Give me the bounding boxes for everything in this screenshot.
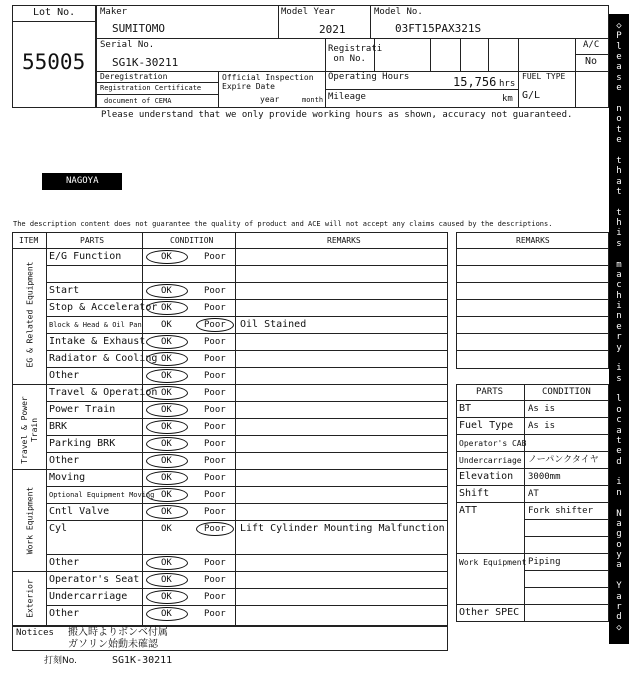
location-text: NAGOYA [66, 176, 99, 186]
location-note-sidebar: ◇ P l e a s e n o t e t h a t t h i s m a c h i n e r y i s l o c a t e d i n N a g o y a Y a r d ◇ [609, 14, 629, 644]
stamp-label: 打刻No. [44, 656, 77, 666]
condition-poor: Poor [204, 558, 226, 568]
serial-label: Serial No. [100, 40, 155, 50]
condition-ok: OK [161, 354, 172, 364]
row-part: Moving [49, 472, 86, 483]
hours-label: Operating Hours [328, 72, 410, 82]
fuel-value: G/L [522, 90, 541, 101]
fuel-label: FUEL TYPE [522, 72, 566, 81]
spec-parts-header: PARTS [476, 387, 504, 397]
condition-ok: OK [161, 388, 172, 398]
row-part: Optional Equipment Moving [49, 491, 155, 499]
spec-condition-header: CONDITION [542, 387, 591, 397]
spec-label: Other SPEC [459, 607, 520, 618]
mileage-label: Mileage [328, 92, 366, 102]
mileage-unit: km [502, 94, 513, 104]
row-part: Undercarriage [49, 591, 128, 602]
condition-selected-mark [196, 318, 234, 332]
lot-label: Lot No. [33, 7, 76, 18]
condition-ok: OK [161, 337, 172, 347]
condition-poor: Poor [204, 524, 226, 534]
registration-label: Registrati on No. [328, 44, 383, 64]
inspection-label: Official Inspection Expire Date [222, 73, 314, 91]
condition-selected-mark [146, 505, 188, 519]
header-item: ITEM [19, 236, 39, 245]
row-part: BRK [49, 421, 68, 432]
dereg-doc: document of CEMA [104, 97, 172, 105]
row-part: Travel & Operation [49, 387, 158, 398]
condition-poor: Poor [204, 473, 226, 483]
header-condition: CONDITION [170, 236, 214, 245]
row-part: Other [49, 455, 80, 466]
spec-value: AT [528, 489, 539, 499]
row-part: Block & Head & Oil Pan [49, 321, 142, 329]
condition-poor: Poor [204, 490, 226, 500]
condition-poor: Poor [204, 592, 226, 602]
remarks2-header: REMARKS [516, 236, 550, 245]
condition-selected-mark [146, 250, 188, 264]
condition-selected-mark [146, 420, 188, 434]
row-part: Cntl Valve [49, 506, 110, 517]
condition-poor: Poor [204, 388, 226, 398]
inspection-year: year [260, 95, 280, 104]
condition-selected-mark [146, 369, 188, 383]
condition-selected-mark [146, 403, 188, 417]
condition-selected-mark [196, 522, 234, 536]
condition-selected-mark [146, 284, 188, 298]
spec-value: Piping [528, 557, 561, 567]
spec-label: Elevation [459, 471, 514, 482]
condition-ok: OK [161, 524, 172, 534]
condition-ok: OK [161, 303, 172, 313]
condition-selected-mark [146, 556, 188, 570]
condition-selected-mark [146, 437, 188, 451]
condition-poor: Poor [204, 575, 226, 585]
condition-poor: Poor [204, 371, 226, 381]
row-part: Parking BRK [49, 438, 116, 449]
spec-label: ATT [459, 505, 478, 516]
row-part: Power Train [49, 404, 116, 415]
row-part: Other [49, 608, 80, 619]
spec-value: As is [528, 404, 556, 414]
condition-ok: OK [161, 252, 172, 262]
condition-selected-mark [146, 471, 188, 485]
condition-ok: OK [161, 320, 172, 330]
condition-selected-mark [146, 454, 188, 468]
remarks-table [456, 232, 609, 369]
condition-poor: Poor [204, 354, 226, 364]
condition-selected-mark [146, 488, 188, 502]
spec-label: BT [459, 403, 472, 414]
spec-label: Operator's CAB [459, 439, 527, 448]
group-ex-label: Exterior [25, 579, 35, 618]
condition-ok: OK [161, 558, 172, 568]
row-part: Cyl [49, 523, 68, 534]
condition-poor: Poor [204, 456, 226, 466]
condition-ok: OK [161, 422, 172, 432]
lot-number: 55005 [22, 50, 86, 74]
condition-ok: OK [161, 490, 172, 500]
model-no-label: Model No. [374, 7, 423, 17]
condition-ok: OK [161, 575, 172, 585]
condition-ok: OK [161, 456, 172, 466]
ac-value: No [585, 56, 598, 67]
spec-label: Work Equipment [459, 558, 527, 567]
condition-poor: Poor [204, 609, 226, 619]
dereg-cert: Registration Certificate [100, 84, 202, 92]
row-part: Radiator & Cooling [49, 353, 158, 364]
condition-ok: OK [161, 507, 172, 517]
hours-notice: Please understand that we only provide working hours as shown, accuracy not guaranteed. [101, 110, 573, 120]
serial-value: SG1K-30211 [112, 56, 179, 69]
group-eg-label: EG & Related Equipment [25, 261, 35, 368]
row-part: Intake & Exhaust [49, 336, 146, 347]
condition-poor: Poor [204, 422, 226, 432]
condition-ok: OK [161, 439, 172, 449]
notices-line1: 搬入時よりボンベ付属 [68, 627, 168, 638]
inspection-month: month [302, 96, 324, 104]
condition-poor: Poor [204, 439, 226, 449]
condition-poor: Poor [204, 507, 226, 517]
header-remarks: REMARKS [327, 236, 361, 245]
condition-ok: OK [161, 473, 172, 483]
row-part: Start [49, 285, 80, 296]
condition-selected-mark [146, 352, 188, 366]
condition-poor: Poor [204, 286, 226, 296]
condition-ok: OK [161, 609, 172, 619]
row-remark: Oil Stained [240, 319, 307, 330]
condition-selected-mark [146, 590, 188, 604]
condition-poor: Poor [204, 320, 226, 330]
row-part: Other [49, 557, 80, 568]
condition-selected-mark [146, 607, 188, 621]
row-part: E/G Function [49, 251, 122, 262]
row-part: Operator's Seat [49, 574, 140, 585]
ac-label: A/C [583, 40, 600, 50]
notices-line2: ガソリン始動未確認 [68, 639, 158, 650]
group-tp-label: Travel & Power Train [20, 396, 39, 464]
notices-label: Notices [16, 628, 54, 638]
spec-label: Undercarriage [459, 456, 522, 465]
spec-value: 3000mm [528, 472, 561, 482]
condition-selected-mark [146, 335, 188, 349]
header-parts: PARTS [80, 236, 105, 245]
row-part: Other [49, 370, 80, 381]
disclaimer: The description content does not guarantee the quality of product and ACE will not accept any claims caused by the descriptions. [13, 220, 553, 228]
model-no-value: 03FT15PAX321S [395, 22, 482, 35]
condition-poor: Poor [204, 337, 226, 347]
condition-ok: OK [161, 405, 172, 415]
spec-value: As is [528, 421, 556, 431]
condition-ok: OK [161, 592, 172, 602]
model-year-label: Model Year [281, 7, 336, 17]
group-we-label: Work Equipment [25, 486, 35, 555]
dereg-label: Deregistration [100, 72, 168, 81]
hours-value: 15,756 [453, 75, 497, 89]
model-year-value: 2021 [319, 23, 346, 36]
condition-selected-mark [146, 573, 188, 587]
maker-value: SUMITOMO [112, 22, 165, 35]
condition-ok: OK [161, 286, 172, 296]
condition-poor: Poor [204, 405, 226, 415]
spec-label: Fuel Type [459, 420, 514, 431]
spec-value: ノーパンクタイヤ [528, 455, 599, 465]
spec-value: Fork shifter [528, 506, 594, 516]
condition-poor: Poor [204, 303, 226, 313]
condition-ok: OK [161, 371, 172, 381]
hours-unit: hrs [499, 79, 516, 89]
condition-poor: Poor [204, 252, 226, 262]
maker-label: Maker [100, 7, 128, 17]
row-remark: Lift Cylinder Mounting Malfunction [240, 523, 445, 534]
condition-selected-mark [146, 386, 188, 400]
stamp-value: SG1K-30211 [112, 655, 173, 666]
spec-label: Shift [459, 488, 490, 499]
row-part: Stop & Accelerator [49, 302, 158, 313]
condition-selected-mark [146, 301, 188, 315]
